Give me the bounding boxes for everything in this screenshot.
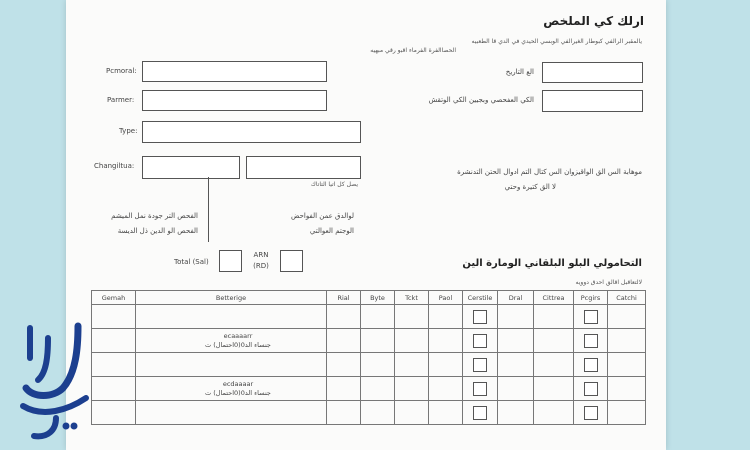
section2-title: التحامولي البلو البلقاني الومارة الين [462, 258, 642, 269]
table-cell [327, 353, 361, 377]
table-cell [327, 401, 361, 425]
table-cell [574, 329, 608, 353]
table-cell [498, 401, 534, 425]
middle-left-line1: الفحص التر جودة نمل الميشم [111, 212, 198, 220]
table-cell [534, 377, 574, 401]
table-cell [463, 305, 498, 329]
table-cell [395, 377, 429, 401]
logo-stroke [26, 326, 78, 396]
table-cell [92, 305, 136, 329]
row-checkbox[interactable] [584, 310, 598, 324]
form-title: ارلك كي الملخص [543, 14, 644, 28]
table-cell [429, 401, 463, 425]
form-intro-line1: يالمقبر الرالفي كبوطار الغيرالفي الوبسي الحيدي في الدي قا الطعبيه [471, 38, 642, 45]
col-header: Gemah [92, 291, 136, 305]
table-cell [498, 329, 534, 353]
field2-input[interactable] [142, 90, 327, 111]
form-page [66, 0, 666, 450]
field1-input[interactable] [142, 61, 327, 82]
row-desc-line2: جنساء الد0(0احتمال) ت [205, 340, 271, 349]
table-row [92, 377, 646, 401]
change-input-a[interactable] [142, 156, 240, 179]
table-row [92, 329, 646, 353]
table-cell [136, 353, 327, 377]
logo-dot [63, 423, 70, 430]
date-input[interactable] [542, 62, 643, 83]
logo-watermark [8, 318, 98, 443]
table-cell [92, 401, 136, 425]
table-cell [395, 329, 429, 353]
table-cell [429, 329, 463, 353]
right-note-line2: لا الق كتيرة وحتي [504, 183, 556, 191]
section2-subtitle: لالتعاقبل اقالق احدق دوويه [575, 279, 642, 286]
table-cell [136, 377, 327, 401]
row-checkbox[interactable] [584, 382, 598, 396]
table-cell [574, 377, 608, 401]
table-cell [463, 353, 498, 377]
table-row [92, 401, 646, 425]
name-label: الكي العفحصي وبجيين الكي الوتقش [428, 96, 534, 104]
col-header: Tckt [395, 291, 429, 305]
table-cell [327, 329, 361, 353]
change-label: Changiltua: [94, 162, 135, 170]
table-cell [327, 305, 361, 329]
row-desc-line1: ecaaaarr [223, 331, 253, 340]
field2-label: Parmer: [107, 96, 135, 104]
right-note-line1: موهابة الس الق الواقيزوان الس كتال التم ادوال الحتن التدنشرة [457, 168, 642, 176]
table-cell [574, 353, 608, 377]
table-cell [534, 305, 574, 329]
type-input[interactable] [142, 121, 361, 143]
table-cell [574, 305, 608, 329]
row-checkbox[interactable] [473, 382, 487, 396]
logo-stroke [38, 338, 48, 380]
total-input[interactable] [219, 250, 242, 272]
table-cell [608, 401, 646, 425]
row-desc-line2: جنساء الد0(0احتمال) ت [205, 388, 271, 397]
arn-label-line1: ARN [253, 251, 269, 259]
table-header-row [92, 291, 646, 305]
name-input[interactable] [542, 90, 643, 112]
table-cell [429, 305, 463, 329]
col-header: Betterige [136, 291, 327, 305]
arn-input[interactable] [280, 250, 303, 272]
table-cell [463, 401, 498, 425]
table-cell [136, 401, 327, 425]
table-cell [92, 329, 136, 353]
table-cell [463, 329, 498, 353]
table-cell [361, 353, 395, 377]
table-cell [534, 401, 574, 425]
table-cell [136, 329, 327, 353]
field1-label: Pcmoral: [106, 67, 137, 75]
middle-right-line2: الوجتم العوالتي [309, 227, 354, 235]
row-checkbox[interactable] [584, 406, 598, 420]
row-checkbox[interactable] [473, 358, 487, 372]
table-cell [534, 329, 574, 353]
table-cell [361, 305, 395, 329]
logo-stroke [23, 398, 86, 412]
col-header: Cittrea [534, 291, 574, 305]
row-checkbox[interactable] [584, 334, 598, 348]
change-input-b[interactable] [246, 156, 361, 179]
table-cell [395, 353, 429, 377]
table-cell [574, 401, 608, 425]
col-header: Byte [361, 291, 395, 305]
arn-label-line2: (RD) [253, 262, 269, 270]
table-cell [361, 329, 395, 353]
table-row [92, 305, 646, 329]
middle-hint: يصل كل اتيا التاتاك [310, 181, 358, 188]
row-checkbox[interactable] [473, 310, 487, 324]
col-header: Rial [327, 291, 361, 305]
items-table [91, 290, 646, 425]
table-cell [534, 353, 574, 377]
table-row [92, 353, 646, 377]
table-cell [608, 353, 646, 377]
row-checkbox[interactable] [473, 406, 487, 420]
type-label: Type: [119, 127, 138, 135]
table-cell [463, 377, 498, 401]
row-desc-line1: ecdaaaar [222, 379, 254, 388]
middle-right-line1: لوالدق عمن الفواحض [290, 212, 354, 220]
col-header: Cerstile [463, 291, 498, 305]
logo-stroke [34, 418, 56, 436]
row-checkbox[interactable] [584, 358, 598, 372]
row-checkbox[interactable] [473, 334, 487, 348]
logo-dot [71, 423, 78, 430]
table-cell [395, 305, 429, 329]
form-intro-line2: الحصاالفرة الفرماء اقبو رقي مبهيه [370, 47, 456, 54]
table-cell [395, 401, 429, 425]
table-cell [92, 353, 136, 377]
table-cell [429, 353, 463, 377]
total-label: Total (Sal) [174, 258, 209, 266]
table-cell [498, 353, 534, 377]
middle-left-line2: الفحص الو الدين ذل الديسة [117, 227, 198, 235]
table-cell [498, 305, 534, 329]
col-header: Catchi [608, 291, 646, 305]
table-cell [136, 305, 327, 329]
table-cell [608, 305, 646, 329]
table-cell [92, 377, 136, 401]
table-cell [429, 377, 463, 401]
col-header: Dral [498, 291, 534, 305]
col-header: Pcgirs [574, 291, 608, 305]
date-label: الع التاريخ [505, 68, 534, 76]
table-cell [608, 329, 646, 353]
table-cell [327, 377, 361, 401]
table-cell [361, 401, 395, 425]
table-cell [608, 377, 646, 401]
table-cell [361, 377, 395, 401]
col-header: Paol [429, 291, 463, 305]
table-cell [498, 377, 534, 401]
